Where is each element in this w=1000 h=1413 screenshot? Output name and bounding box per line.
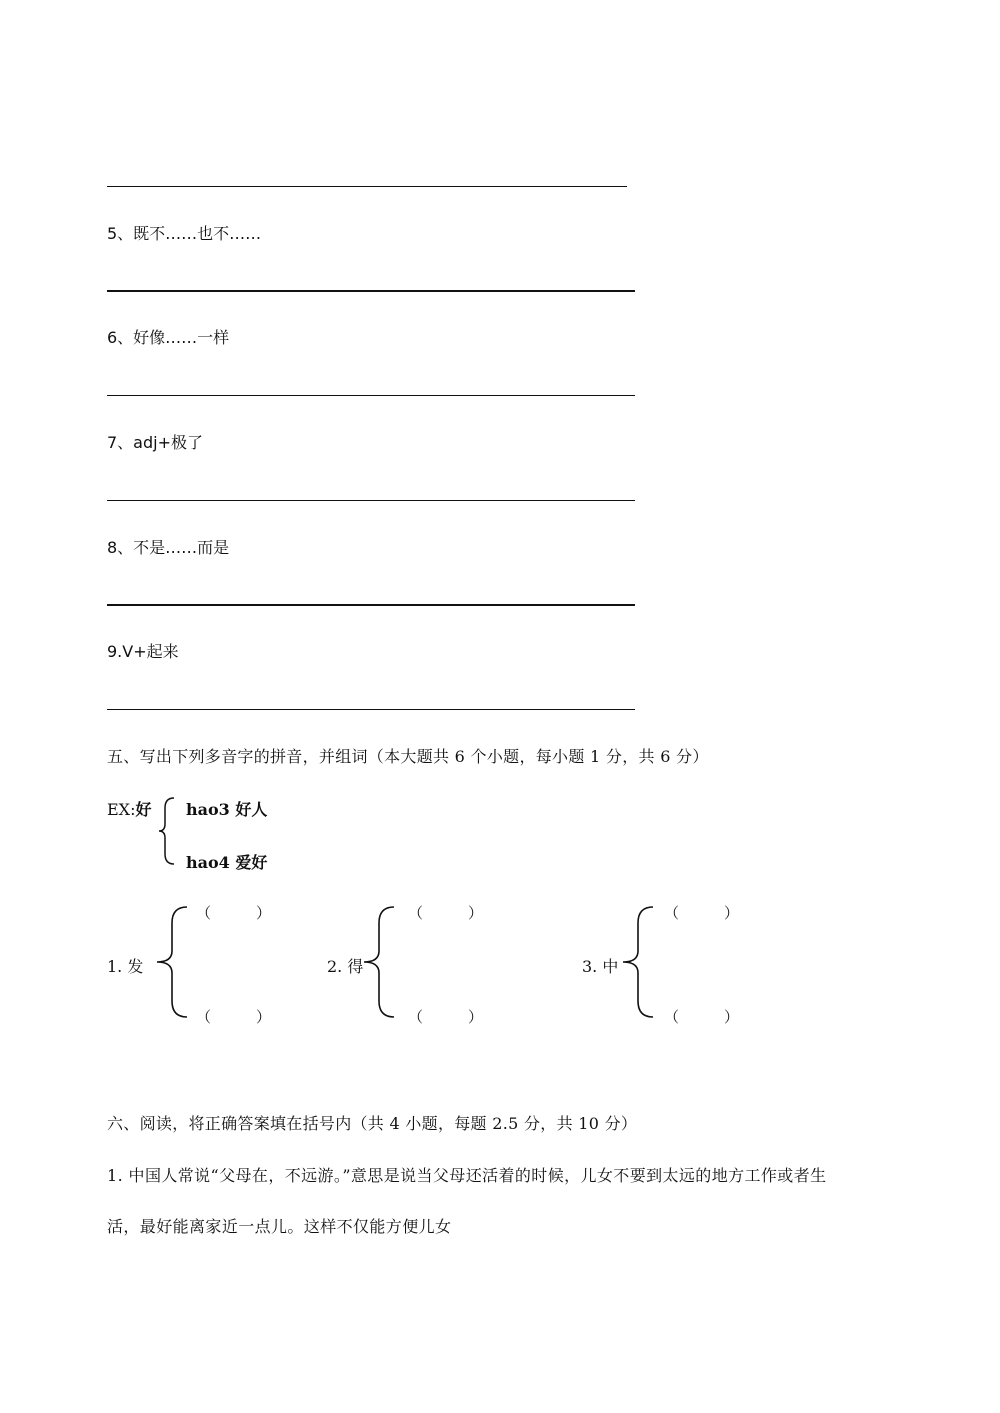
answer-line[interactable] [107,604,635,606]
answer-blank[interactable]: （ ） [408,1008,484,1026]
answer-blank[interactable]: （ ） [408,904,484,922]
answer-blank[interactable]: （ ） [196,904,272,922]
reading-passage-line-1: 1. 中国人常说“父母在，不远游。”意思是说当父母还活着的时候，儿女不要到太远的地方工作或者生 [107,1166,827,1185]
polyphone-question-1: 1. 发 [107,957,144,976]
answer-blank[interactable]: （ ） [196,1008,272,1026]
polyphone-question-2: 2. 得 [327,957,364,976]
section-5-heading: 五、写出下列多音字的拼音，并组词（本大题共 6 个小题，每小题 1 分，共 6 分） [107,747,709,766]
example-reading-2: hao4 爱好 [186,853,268,872]
answer-line[interactable] [107,500,635,501]
sentence-item-7: 7、adj+极了 [107,433,203,452]
brace-icon [621,905,655,1020]
example-reading-1: hao3 好人 [186,800,268,819]
answer-line[interactable] [107,395,635,396]
example-char: 好 [135,800,152,819]
sentence-item-6: 6、好像……一样 [107,328,230,347]
sentence-item-5: 5、既不……也不…… [107,224,262,243]
sentence-item-8: 8、不是……而是 [107,538,230,557]
brace-icon [362,905,396,1020]
reading-passage-line-2: 活，最好能离家近一点儿。这样不仅能方便儿女 [107,1217,452,1236]
answer-line[interactable] [107,709,635,710]
section-6-heading: 六、阅读，将正确答案填在括号内（共 4 小题，每题 2.5 分，共 10 分） [107,1114,638,1133]
answer-blank[interactable]: （ ） [664,1008,740,1026]
answer-line[interactable] [107,186,627,187]
sentence-item-9: 9.V+起来 [107,642,179,661]
example-brace-icon [158,796,178,866]
answer-line[interactable] [107,290,635,292]
polyphone-question-3: 3. 中 [582,957,619,976]
answer-blank[interactable]: （ ） [664,904,740,922]
brace-icon [155,905,189,1020]
example-label: EX: [107,800,136,819]
example-prefix [107,797,151,820]
